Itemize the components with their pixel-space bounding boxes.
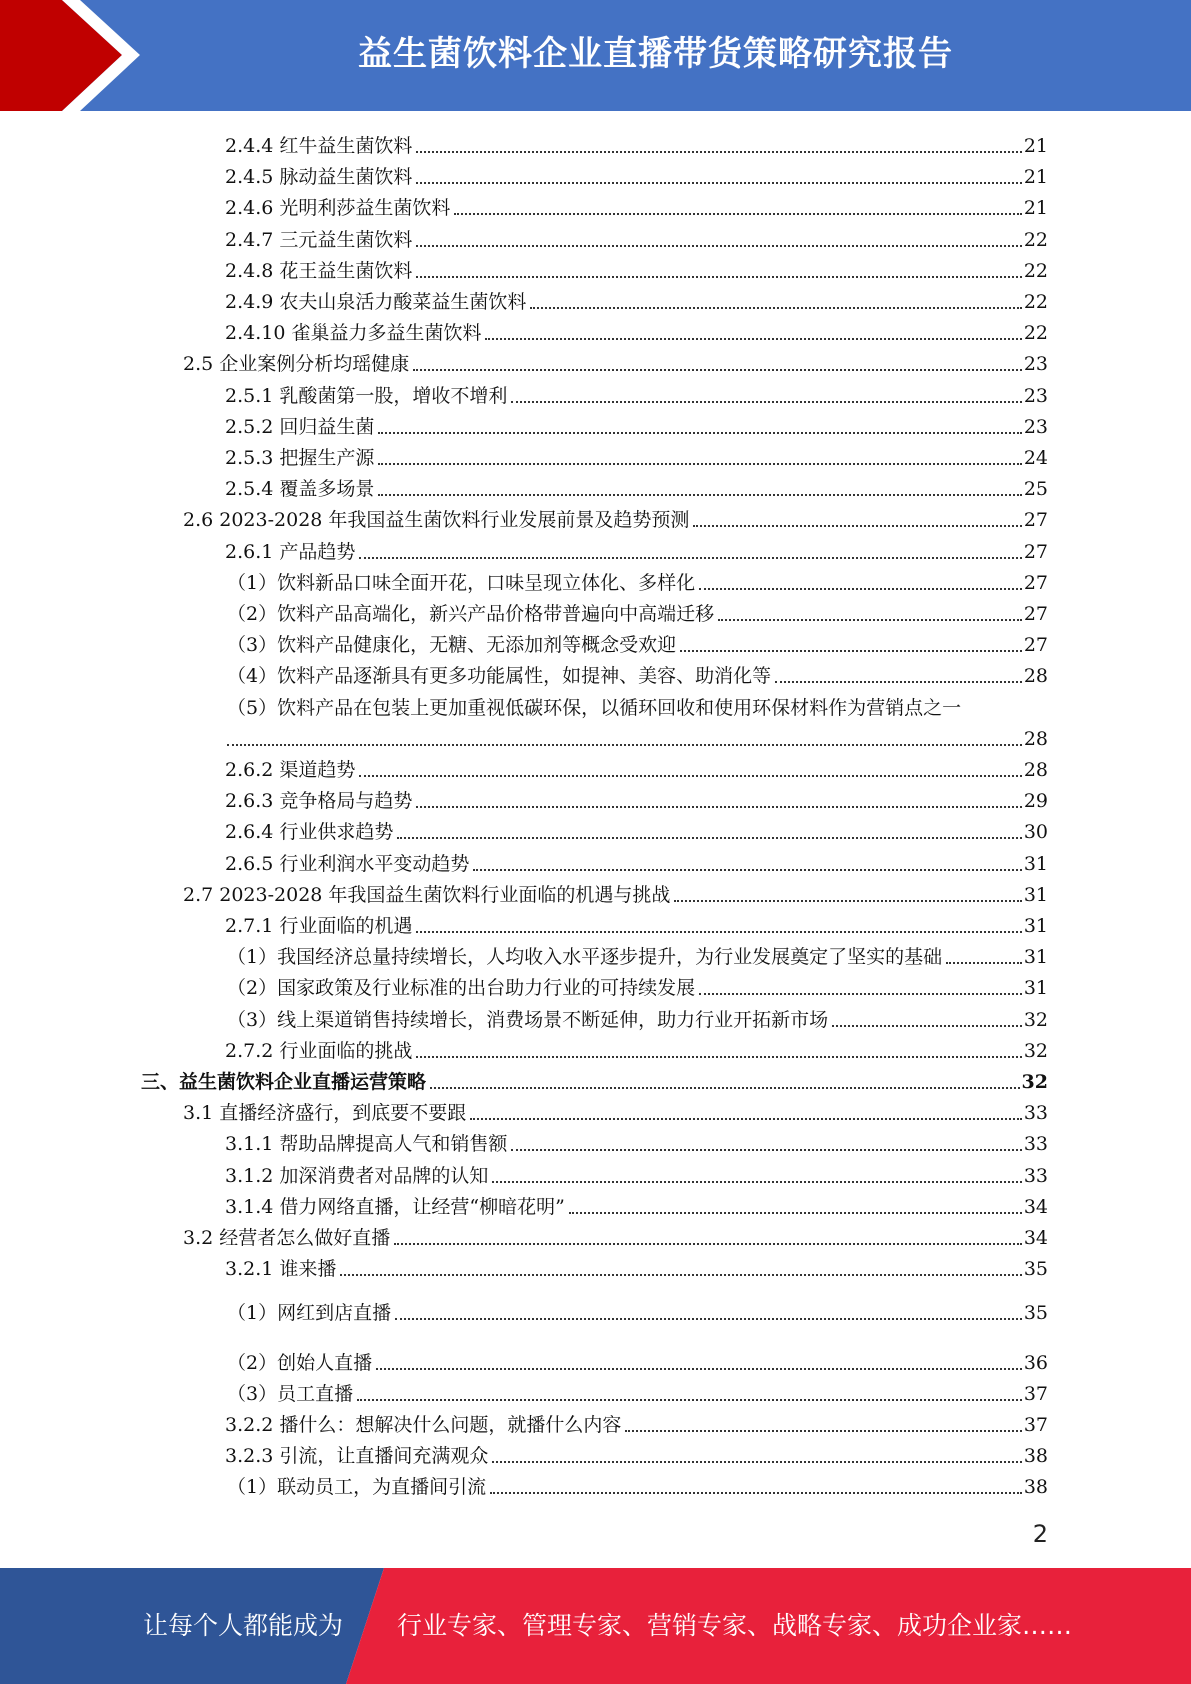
toc-leader-dots — [492, 1181, 1021, 1183]
toc-entry-page: 30 — [1023, 821, 1048, 844]
toc-entry-page: 38 — [1023, 1476, 1048, 1499]
toc-entry-title: 2.5.2 回归益生菌 — [225, 415, 375, 438]
toc-entry-title: （4）饮料产品逐渐具有更多功能属性，如提神、美容、助消化等 — [227, 665, 772, 688]
toc-entry[interactable] — [183, 1094, 1048, 1125]
toc-entry[interactable] — [227, 626, 1048, 657]
toc-entry-page: 33 — [1023, 1164, 1048, 1187]
toc-leader-dots — [674, 900, 1021, 902]
toc-entry[interactable] — [183, 1219, 1048, 1250]
toc-entry-title: 三、益生菌饮料企业直播运营策略 — [141, 1071, 427, 1093]
toc-leader-dots — [693, 525, 1021, 527]
toc-entry-page: 27 — [1023, 603, 1048, 625]
toc-entry-page: 29 — [1023, 790, 1048, 813]
toc-entry-page: 37 — [1023, 1382, 1048, 1405]
toc-entry-page: 22 — [1023, 291, 1048, 313]
toc-entry-page: 36 — [1023, 1351, 1048, 1374]
toc-entry-title: （3）饮料产品健康化，无糖、无添加剂等概念受欢迎 — [227, 634, 677, 657]
toc-entry-page: 22 — [1023, 322, 1048, 345]
toc-leader-dots — [485, 338, 1021, 340]
toc-entry-page: 31 — [1023, 977, 1048, 1000]
toc-leader-dots — [359, 775, 1021, 777]
toc-entry-page: 35 — [1023, 1302, 1048, 1325]
toc-entry[interactable] — [183, 345, 1048, 376]
toc-entry-title: 2.7 2023-2028 年我国益生菌饮料行业面临的机遇与挑战 — [183, 883, 671, 906]
toc-entry-page: 33 — [1023, 1102, 1048, 1125]
toc-entry-title: 2.5.3 把握生产源 — [225, 447, 375, 469]
toc-leader-dots — [470, 1118, 1022, 1120]
toc-entry[interactable] — [225, 283, 1048, 314]
toc-entry-title: 2.4.9 农夫山泉活力酸菜益生菌饮料 — [225, 291, 527, 313]
toc-entry[interactable] — [227, 689, 1048, 720]
toc-leader-dots — [680, 650, 1022, 652]
toc-entry-title: 2.6 2023-2028 年我国益生菌饮料行业发展前景及趋势预测 — [183, 509, 690, 532]
toc-entry[interactable] — [225, 158, 1048, 189]
toc-leader-dots — [416, 182, 1021, 184]
toc-entry[interactable] — [225, 127, 1048, 158]
toc-entry-page: 23 — [1023, 384, 1048, 407]
toc-entry[interactable] — [225, 189, 1048, 220]
toc-leader-dots — [395, 1318, 1022, 1320]
toc-entry-page: 27 — [1023, 571, 1048, 594]
toc-leader-dots — [473, 869, 1021, 871]
toc-entry-page: 34 — [1023, 1227, 1048, 1249]
toc-leader-dots — [699, 588, 1022, 590]
toc-entry[interactable] — [225, 221, 1048, 252]
toc-entry[interactable] — [227, 564, 1048, 595]
toc-entry-title: （2）创始人直播 — [227, 1351, 373, 1374]
toc-entry-title: （2）国家政策及行业标准的出台助力行业的可持续发展 — [227, 977, 696, 1000]
toc-entry-page: 25 — [1023, 478, 1048, 501]
toc-entry[interactable] — [225, 439, 1048, 470]
toc-leader-dots — [832, 1025, 1022, 1027]
report-title: 益生菌饮料企业直播带货策略研究报告 — [358, 34, 953, 74]
toc-entry[interactable] — [227, 1375, 1048, 1406]
toc-entry-page: 38 — [1023, 1445, 1048, 1468]
toc-entry[interactable] — [225, 782, 1048, 813]
toc-entry[interactable] — [225, 1125, 1048, 1156]
toc-entry-title: 2.6.4 行业供求趋势 — [225, 821, 394, 844]
toc-leader-dots — [359, 557, 1021, 559]
toc-entry[interactable] — [225, 252, 1048, 283]
toc-entry-title: （5）饮料产品在包装上更加重视低碳环保，以循环回收和使用环保材料作为营销点之一 — [227, 696, 962, 719]
toc-leader-dots — [378, 432, 1021, 434]
toc-entry[interactable] — [225, 1188, 1048, 1219]
toc-entry-page: 21 — [1023, 197, 1048, 220]
toc-entry-page: 31 — [1023, 946, 1048, 969]
toc-leader-dots — [416, 245, 1021, 247]
toc-entry[interactable] — [225, 408, 1048, 439]
toc-entry-page: 22 — [1023, 259, 1048, 282]
toc-entry-title: （2）饮料产品高端化，新兴产品价格带普遍向中高端迁移 — [227, 603, 715, 625]
toc-entry[interactable] — [225, 813, 1048, 844]
toc-leader-dots — [340, 1274, 1021, 1276]
toc-entry[interactable] — [227, 1001, 1048, 1032]
toc-leader-dots — [569, 1212, 1022, 1214]
toc-entry[interactable] — [225, 1250, 1048, 1281]
toc-leader-dots — [397, 837, 1021, 839]
toc-entry[interactable] — [225, 377, 1048, 408]
toc-entry-page: 37 — [1023, 1414, 1048, 1436]
toc-entry[interactable] — [227, 657, 1048, 688]
toc-entry-title: 2.4.6 光明利莎益生菌饮料 — [225, 197, 451, 220]
toc-entry-page: 27 — [1023, 540, 1048, 563]
toc-leader-dots — [357, 1399, 1022, 1401]
toc-leader-dots — [775, 681, 1022, 683]
toc-entry-title: 2.4.8 花王益生菌饮料 — [225, 259, 413, 282]
toc-entry[interactable] — [183, 876, 1048, 907]
toc-entry-page: 31 — [1023, 852, 1048, 875]
toc-entry-title: 3.1.2 加深消费者对品牌的认知 — [225, 1164, 489, 1187]
toc-entry-page: 32 — [1023, 1008, 1048, 1031]
toc-leader-dots — [416, 1056, 1021, 1058]
toc-entry-title: 3.2.2 播什么：想解决什么问题，就播什么内容 — [225, 1414, 622, 1436]
toc-entry-page: 27 — [1023, 509, 1048, 532]
toc-entry-title: 2.7.2 行业面临的挑战 — [225, 1039, 413, 1062]
toc-entry[interactable] — [225, 1406, 1048, 1437]
toc-entry-page: 34 — [1023, 1195, 1048, 1218]
toc-entry-page: 21 — [1023, 135, 1048, 157]
toc-entry-title: 3.2.1 谁来播 — [225, 1258, 337, 1281]
toc-entry-title: 2.4.7 三元益生菌饮料 — [225, 228, 413, 251]
toc-leader-dots — [490, 1492, 1022, 1494]
toc-entry-title: 2.6.5 行业利润水平变动趋势 — [225, 852, 470, 875]
toc-leader-dots — [699, 993, 1022, 995]
toc-entry-title: 3.1.4 借力网络直播，让经营“柳暗花明” — [225, 1195, 565, 1218]
toc-leader-dots — [376, 1368, 1022, 1370]
toc-entry-page: 32 — [1023, 1039, 1048, 1062]
toc-leader-dots — [430, 1087, 1020, 1089]
toc-entry-title: 3.2.3 引流，让直播间充满观众 — [225, 1445, 489, 1468]
toc-entry-title: 2.4.5 脉动益生菌饮料 — [225, 166, 413, 189]
toc-entry-page: 28 — [1023, 759, 1048, 781]
toc-entry[interactable] — [225, 1032, 1048, 1063]
toc-entry-page: 22 — [1023, 228, 1048, 251]
toc-entry-title: 2.6.2 渠道趋势 — [225, 759, 356, 781]
toc-leader-dots — [625, 1430, 1021, 1432]
toc-entry[interactable] — [225, 314, 1048, 345]
toc-entry-page: 28 — [1023, 727, 1048, 750]
toc-leader-dots — [416, 806, 1021, 808]
toc-entry-title: 2.5.1 乳酸菌第一股，增收不增利 — [225, 384, 508, 407]
toc-entry-page: 24 — [1023, 447, 1048, 469]
toc-leader-dots — [378, 494, 1021, 496]
toc-leader-dots — [530, 307, 1021, 309]
toc-leader-dots — [511, 1149, 1021, 1151]
toc-leader-dots — [394, 1243, 1022, 1245]
toc-entry-title: （1）联动员工，为直播间引流 — [227, 1476, 487, 1499]
toc-entry-page: 23 — [1023, 415, 1048, 438]
toc-leader-dots — [416, 151, 1021, 153]
toc-entry-page: 32 — [1021, 1071, 1048, 1093]
toc-leader-dots — [416, 931, 1021, 933]
toc-entry[interactable] — [183, 501, 1048, 532]
toc-leader-dots — [492, 1461, 1021, 1463]
toc-entry[interactable] — [225, 1437, 1048, 1468]
toc-entry-title: （1）饮料新品口味全面开花，口味呈现立体化、多样化 — [227, 571, 696, 594]
toc-leader-dots — [227, 744, 1022, 746]
toc-entry[interactable] — [227, 720, 1048, 751]
toc-entry[interactable] — [225, 751, 1048, 782]
toc-entry-title: 2.4.10 雀巢益力多益生菌饮料 — [225, 322, 482, 345]
toc-entry-title: 3.1.1 帮助品牌提高人气和销售额 — [225, 1133, 508, 1156]
toc-entry[interactable] — [225, 1157, 1048, 1188]
toc-entry-page: 27 — [1023, 634, 1048, 657]
toc-entry-title: （1）我国经济总量持续增长，人均收入水平逐步提升，为行业发展奠定了坚实的基础 — [227, 946, 943, 969]
footer-slogan-left: 让每个人都能成为 — [143, 1611, 344, 1640]
toc-entry-page: 35 — [1023, 1258, 1048, 1281]
toc-entry[interactable] — [227, 1468, 1048, 1499]
toc-entry-title: 2.6.1 产品趋势 — [225, 540, 356, 563]
report-header — [0, 0, 1191, 111]
toc-leader-dots — [413, 369, 1022, 371]
toc-entry-page: 23 — [1023, 353, 1048, 376]
toc-entry[interactable] — [225, 533, 1048, 564]
toc-leader-dots — [718, 619, 1022, 621]
toc-entry[interactable] — [225, 907, 1048, 938]
toc-entry-title: （3）员工直播 — [227, 1382, 354, 1405]
page-number: 2 — [1032, 1520, 1048, 1548]
toc-entry[interactable] — [227, 1344, 1048, 1375]
toc-entry-title: （1）网红到店直播 — [227, 1302, 392, 1325]
toc-entry-title: 2.5 企业案例分析均瑶健康 — [183, 353, 410, 376]
toc-entry[interactable] — [141, 1063, 1048, 1094]
toc-entry-page: 28 — [1023, 665, 1048, 688]
toc-entry-page: 31 — [1023, 915, 1048, 937]
toc-entry[interactable] — [225, 845, 1048, 876]
toc-entry[interactable] — [227, 595, 1048, 626]
toc-entry[interactable] — [227, 969, 1048, 1000]
toc-entry-title: 2.4.4 红牛益生菌饮料 — [225, 135, 413, 157]
toc-entry[interactable] — [227, 1294, 1048, 1325]
toc-entry-title: 3.2 经营者怎么做好直播 — [183, 1227, 391, 1249]
toc-entry-page: 33 — [1023, 1133, 1048, 1156]
toc-leader-dots — [416, 276, 1021, 278]
toc-entry-title: 2.5.4 覆盖多场景 — [225, 478, 375, 501]
toc-entry-page: 21 — [1023, 166, 1048, 189]
toc-leader-dots — [511, 401, 1021, 403]
toc-leader-dots — [378, 463, 1021, 465]
toc-leader-dots — [946, 962, 1022, 964]
toc-entry-title: 3.1 直播经济盛行，到底要不要跟 — [183, 1102, 467, 1125]
report-footer — [0, 1568, 1191, 1684]
toc-entry-title: （3）线上渠道销售持续增长，消费场景不断延伸，助力行业开拓新市场 — [227, 1008, 829, 1031]
toc-leader-dots — [454, 213, 1021, 215]
toc-entry-page: 31 — [1023, 883, 1048, 906]
toc-entry-title: 2.7.1 行业面临的机遇 — [225, 915, 413, 937]
footer-slogan-right: 行业专家、管理专家、营销专家、战略专家、成功企业家…… — [397, 1611, 1073, 1640]
toc-entry[interactable] — [225, 470, 1048, 501]
toc-entry-title: 2.6.3 竞争格局与趋势 — [225, 790, 413, 813]
toc-entry[interactable] — [227, 938, 1048, 969]
